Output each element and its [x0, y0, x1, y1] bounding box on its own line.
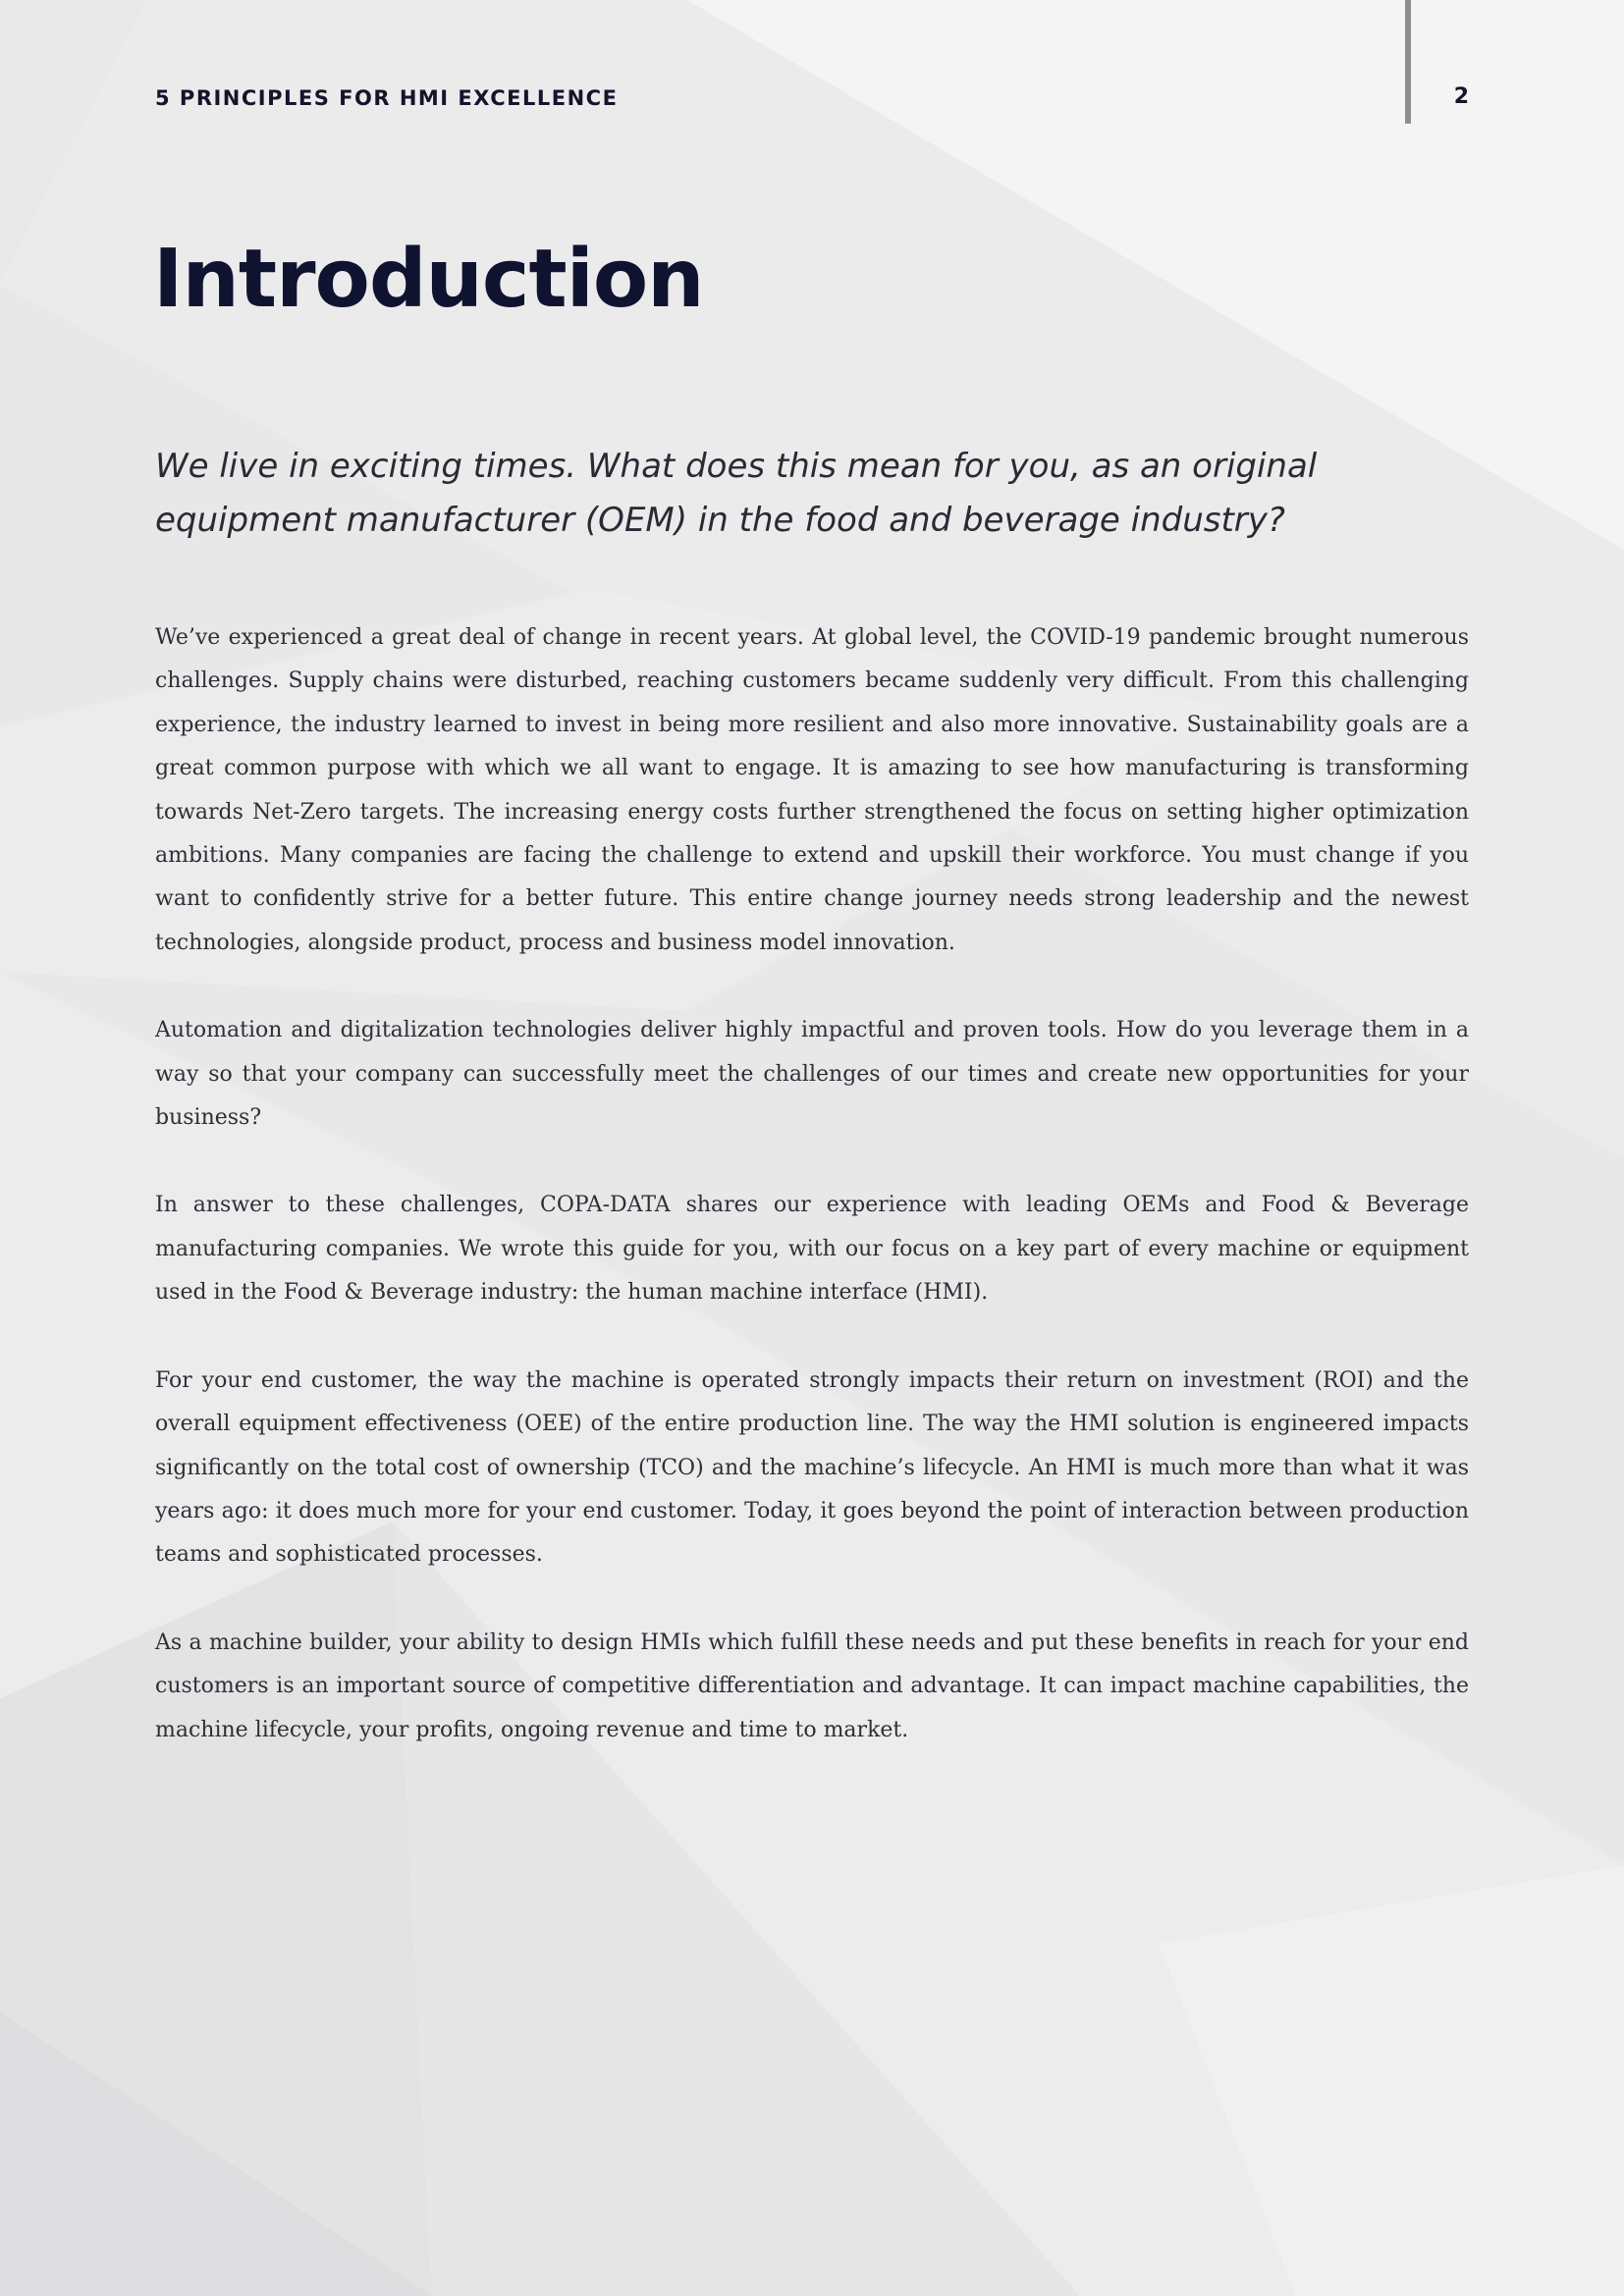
- body-paragraph: We’ve experienced a great deal of change in recent years. At global level, the COVID-19 pandemic brought numerous challenges. Supply chains were disturbed, reaching customers became suddenly very difficult. From this challenging experience, the industry learned to invest in being more resilient and also more innovative. Sustainability goals are a great common purpose with which we all want to engage. It is amazing to see how manufacturing is transforming towards Net-Zero targets. The increasing energy costs further strengthened the focus on setting higher optimization ambitions. Many companies are facing the challenge to extend and upskill their workforce. You must change if you want to confidently strive for a better future. This entire change journey needs strong leadership and the newest technologies, alongside product, process and business model innovation.: [155, 625, 1469, 955]
- body-text: [155, 616, 1469, 1796]
- header-divider: [1405, 0, 1411, 124]
- body-paragraph: As a machine builder, your ability to design HMIs which fulfill these needs and put these benefits in reach for your end customers is an important source of competitive differentiation and advantage. It can impact machine capabilities, the machine lifecycle, your profits, ongoing revenue and time to market.: [155, 1629, 1469, 1742]
- page-title: Introduction: [153, 233, 704, 326]
- page-number: 2: [1453, 84, 1469, 109]
- running-header: 5 PRINCIPLES FOR HMI EXCELLENCE: [155, 86, 619, 110]
- lead-paragraph: We live in exciting times. What does this mean for you, as an original equipment manufacturer (OEM) in the food and beverage industry?: [155, 447, 1318, 540]
- body-paragraph: For your end customer, the way the machine is operated strongly impacts their return on investment (ROI) and the overall equipment effectiveness (OEE) of the entire production line. The way the HMI solution is engineered impacts significantly on the total cost of ownership (TCO) and the machine’s lifecycle. An HMI is much more than what it was years ago: it does much more for your end customer. Today, it goes beyond the point of interaction between production teams and sophisticated processes.: [155, 1367, 1469, 1568]
- body-paragraph: Automation and digitalization technologies deliver highly impactful and proven tools. How do you leverage them in a way so that your company can successfully meet the challenges of our times and create new opportunities for your business?: [155, 1018, 1469, 1131]
- body-paragraph: In answer to these challenges, COPA-DATA shares our experience with leading OEMs and Food & Beverage manufacturing companies. We wrote this guide for you, with our focus on a key part of every machine or equipment used in the Food & Beverage industry: the human machine interface (HMI).: [155, 1193, 1469, 1306]
